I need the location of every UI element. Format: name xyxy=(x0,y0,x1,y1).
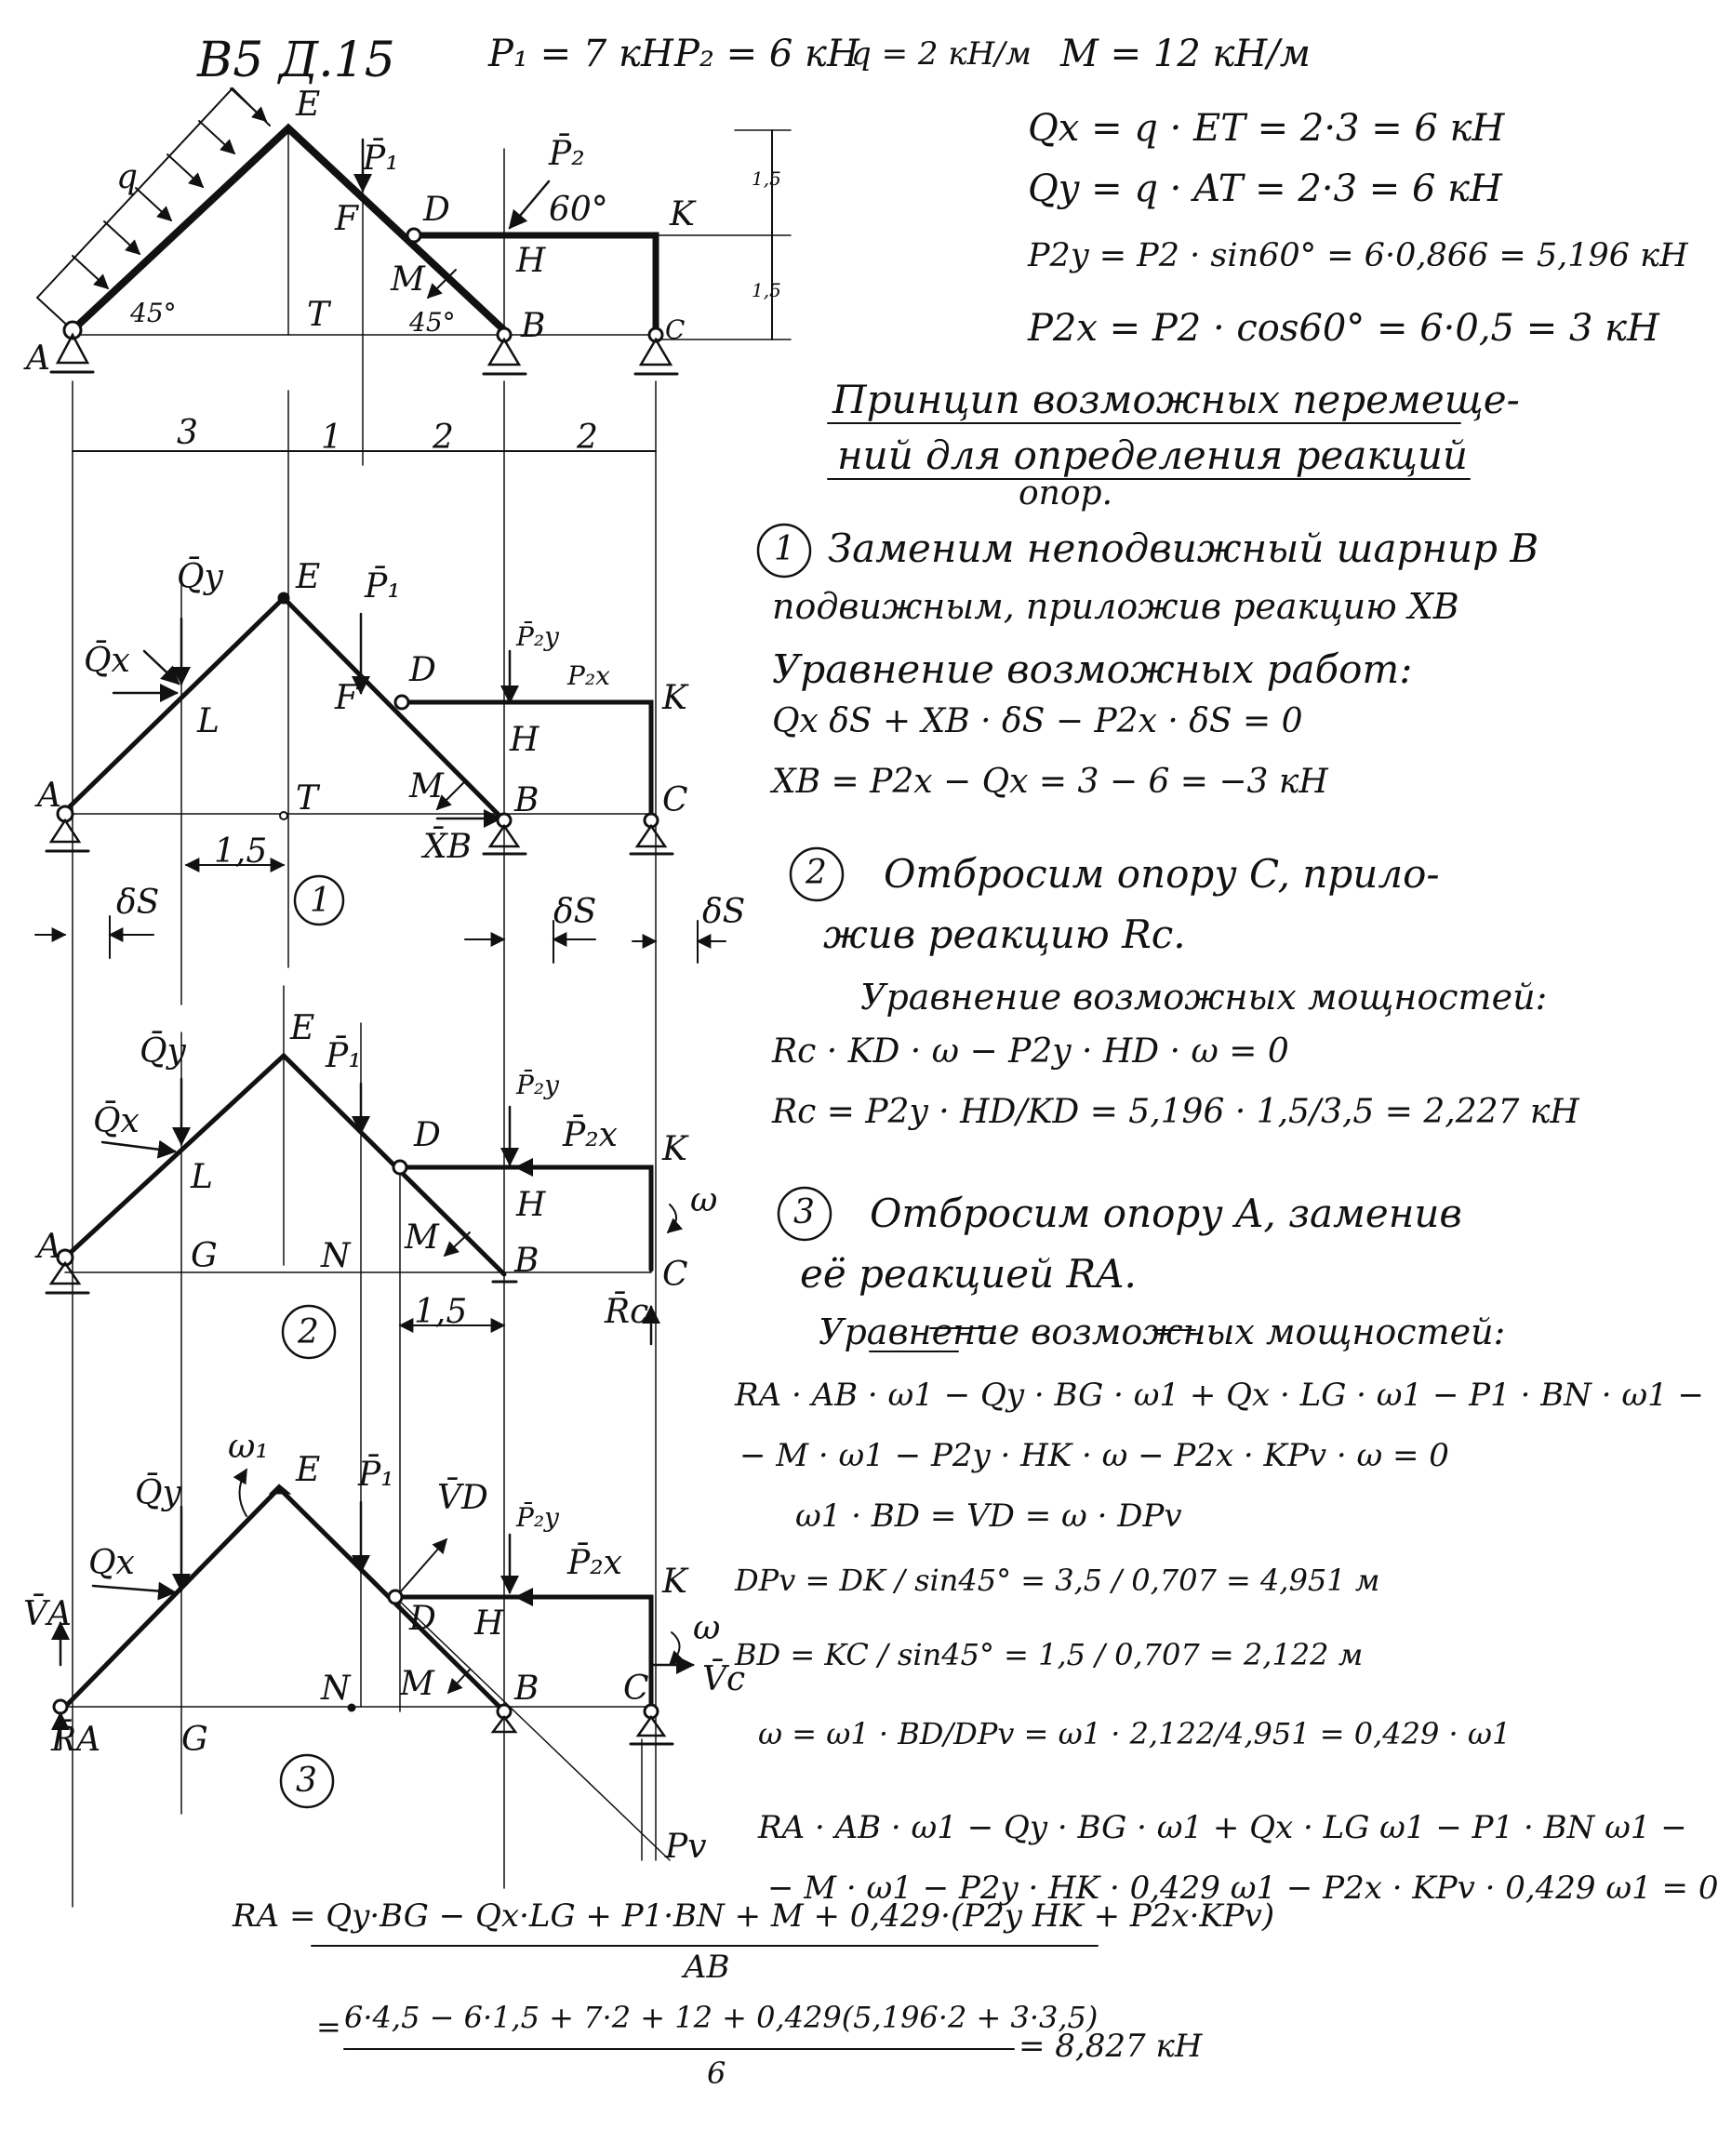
label-qx-f2: Q̄x xyxy=(93,1102,140,1140)
step3-eq-2: − M · ω1 − P2y · HK · ω − P2x · KPv · ω = 0 xyxy=(739,1437,1449,1474)
step3-eq-3: ω1 · BD = VD = ω · DPv xyxy=(795,1497,1182,1535)
step2-eq-1: Rc · KD · ω − P2y · HD · ω = 0 xyxy=(772,1032,1289,1071)
label-p1-f3: P̄₁ xyxy=(358,1456,394,1494)
label-ds-a: δS xyxy=(116,884,160,922)
label-m-f1: M xyxy=(409,767,444,805)
label-d-f1: D xyxy=(409,651,436,689)
label-fig1: 1 xyxy=(310,882,331,920)
label-45-b: 45° xyxy=(409,307,456,338)
label-m-f3: M xyxy=(400,1665,434,1703)
title-line-1: Принцип возможных перемеще- xyxy=(832,377,1520,422)
label-ds-b: δS xyxy=(553,893,597,931)
step2-line-1: Отбросим опору C, прило- xyxy=(884,851,1440,897)
label-e-top: E xyxy=(296,86,321,124)
dim-2a: 2 xyxy=(433,419,454,457)
label-d-f3: D xyxy=(409,1600,436,1638)
label-e-f1: E xyxy=(296,558,321,596)
label-b-f3: B xyxy=(514,1670,539,1708)
label-xb-f1: X̄B xyxy=(423,828,473,866)
figure-3 xyxy=(54,1470,693,1860)
final-equals: = xyxy=(316,2009,341,2044)
step3-eq-7: RA · AB · ω1 − Qy · BG · ω1 + Qx · LG ω1 − P1 · BN ω1 − xyxy=(758,1809,1687,1846)
label-k-f1: K xyxy=(662,679,687,717)
label-omega1-f3: ω₁ xyxy=(228,1428,269,1466)
variant-label: В5 Д.15 xyxy=(197,33,395,88)
eq-qy: Qy = q · AT = 2·3 = 6 кН xyxy=(1028,167,1502,210)
step1-eq-2: XB = P2x − Qx = 3 − 6 = −3 кН xyxy=(772,763,1328,801)
label-c-f2: C xyxy=(662,1256,688,1294)
step3-eq-8: − M · ω1 − P2y · HK · 0,429 ω1 − P2x · KPv · 0,429 ω1 = 0 xyxy=(767,1870,1718,1907)
step3-line-2: её реакцией RA. xyxy=(800,1251,1137,1297)
label-qx-f1: Q̄x xyxy=(84,642,130,680)
p2-value: P₂ = 6 кН xyxy=(674,33,859,75)
label-h2: 1,5 xyxy=(752,279,781,301)
label-a-f1: A xyxy=(37,777,61,815)
label-h-f2: H xyxy=(516,1186,546,1224)
step1-number: 1 xyxy=(774,530,795,568)
step2-number: 2 xyxy=(806,854,827,892)
label-45-a: 45° xyxy=(130,298,177,328)
label-15-f1: 1,5 xyxy=(214,832,268,871)
figure-2 xyxy=(47,986,676,1814)
label-e-f3: E xyxy=(296,1451,321,1489)
label-qx-f3: Qx xyxy=(88,1544,135,1582)
label-qy-f3: Q̄y xyxy=(135,1474,181,1512)
title-line-3: опор. xyxy=(1019,474,1113,512)
step3-line-3: Уравнение возможных мощностей: xyxy=(819,1311,1506,1352)
label-k-top: K xyxy=(670,195,695,233)
dim-3: 3 xyxy=(177,414,198,452)
label-g-f2: G xyxy=(191,1237,218,1275)
label-m-top: M xyxy=(391,260,425,299)
label-va-f3: V̄A xyxy=(23,1595,72,1633)
label-g-f3: G xyxy=(181,1721,208,1759)
title-line-2: ний для определения реакций xyxy=(837,433,1468,478)
label-vc-f3: V̄c xyxy=(702,1660,746,1698)
label-p1-top: P̄₁ xyxy=(363,140,399,178)
label-p2-top: P̄₂ xyxy=(549,135,585,173)
step3-eq-1: RA · AB · ω1 − Qy · BG · ω1 + Qx · LG · ω1 − P1 · BN · ω1 − xyxy=(735,1377,1704,1414)
label-omega-f3: ω xyxy=(693,1609,721,1647)
label-h1: 1,5 xyxy=(752,167,781,190)
label-b-top: B xyxy=(521,307,546,345)
label-rc-f2: R̄c xyxy=(605,1293,649,1331)
label-l-f1: L xyxy=(197,702,220,740)
eq-qx: Qx = q · ET = 2·3 = 6 кН xyxy=(1028,107,1505,150)
label-qy-f2: Q̄y xyxy=(140,1032,186,1071)
step2-line-2: жив реакцию Rc. xyxy=(823,912,1186,957)
label-m-f2: M xyxy=(405,1218,439,1257)
dim-1: 1 xyxy=(321,419,342,457)
p1-value: P₁ = 7 кН xyxy=(488,33,673,75)
label-a-top: A xyxy=(26,339,50,378)
label-c-top: C xyxy=(665,314,686,345)
label-p2x-f3: P̄₂x xyxy=(567,1544,622,1582)
label-a-f2: A xyxy=(37,1228,61,1266)
label-c-f3: C xyxy=(623,1670,649,1708)
label-n-f3: N xyxy=(321,1670,351,1708)
label-p2y-f2: P̄₂y xyxy=(516,1070,559,1100)
label-60: 60° xyxy=(549,191,608,229)
step3-eq-4: DPv = DK / sin45° = 3,5 / 0,707 = 4,951 м xyxy=(735,1563,1380,1598)
label-fig2: 2 xyxy=(298,1313,319,1351)
label-c-f1: C xyxy=(662,781,688,819)
label-f-f1: F xyxy=(335,679,358,717)
label-p2y-f3: P̄₂y xyxy=(516,1502,559,1533)
step2-line-3: Уравнение возможных мощностей: xyxy=(860,977,1548,1018)
step3-eq-5: BD = KC / sin45° = 1,5 / 0,707 = 2,122 м xyxy=(735,1637,1364,1672)
q-value: q = 2 кН/м xyxy=(851,35,1032,73)
step2-eq-2: Rc = P2y · HD/KD = 5,196 · 1,5/3,5 = 2,227 кН xyxy=(772,1093,1579,1131)
m-value: M = 12 кН/м xyxy=(1060,33,1311,75)
dim-2b: 2 xyxy=(577,419,598,457)
label-ds-c: δS xyxy=(702,893,746,931)
eq-p2x: P2x = P2 · cos60° = 6·0,5 = 3 кН xyxy=(1028,307,1659,350)
label-q-top: q xyxy=(116,158,139,196)
label-d-f2: D xyxy=(414,1116,441,1154)
label-p2x-f2: P̄₂x xyxy=(563,1116,618,1154)
label-k-f2: K xyxy=(662,1130,687,1168)
label-l-f2: L xyxy=(191,1158,213,1196)
final-numerator-values: 6·4,5 − 6·1,5 + 7·2 + 12 + 0,429(5,196·2 + 3·3,5) xyxy=(344,2000,1099,2035)
step1-line-3: Уравнение возможных работ: xyxy=(772,646,1413,692)
label-p2x-f1: P₂x xyxy=(567,660,610,691)
label-e-f2: E xyxy=(290,1009,315,1047)
figure-1 xyxy=(35,577,726,1005)
label-p1-f2: P̄₁ xyxy=(326,1037,362,1075)
label-15-f2: 1,5 xyxy=(414,1293,468,1331)
step3-line-1: Отбросим опору A, заменив xyxy=(870,1191,1462,1236)
label-d-top: D xyxy=(423,191,450,229)
step3-number: 3 xyxy=(793,1193,815,1231)
label-n-f2: N xyxy=(321,1237,351,1275)
final-result: = 8,827 кН xyxy=(1019,2028,1203,2065)
label-fig3: 3 xyxy=(296,1762,317,1800)
label-f-top: F xyxy=(335,200,358,238)
label-b-f1: B xyxy=(514,781,539,819)
label-vd-f3: V̄D xyxy=(437,1479,488,1517)
label-omega-f2: ω xyxy=(690,1181,718,1219)
label-p2y-f1: P̄₂y xyxy=(516,621,559,652)
eq-p2y: P2y = P2 · sin60° = 6·0,866 = 5,196 кН xyxy=(1028,237,1688,274)
label-k-f3: K xyxy=(662,1563,687,1601)
label-t-f1: T xyxy=(296,779,319,818)
label-p1-f1: P̄₁ xyxy=(365,567,401,606)
label-h-top: H xyxy=(516,242,546,280)
final-numerator: RA = Qy·BG − Qx·LG + P1·BN + M + 0,429·(P2y HK + P2x·KPv) xyxy=(233,1897,1275,1935)
final-denominator: AB xyxy=(684,1949,730,1986)
label-ra-f3: R̄A xyxy=(51,1721,101,1759)
label-pv-f3: Pv xyxy=(665,1828,707,1866)
label-h-f1: H xyxy=(510,721,539,759)
label-t-top: T xyxy=(307,296,330,334)
step1-line-1: Заменим неподвижный шарнир B xyxy=(828,526,1539,571)
step3-eq-6: ω = ω1 · BD/DPv = ω1 · 2,122/4,951 = 0,429 · ω1 xyxy=(758,1716,1512,1751)
label-h-f3: H xyxy=(474,1604,504,1643)
label-b-f2: B xyxy=(514,1242,539,1280)
step1-eq-1: Qx δS + XB · δS − P2x · δS = 0 xyxy=(772,702,1303,740)
final-denominator-value: 6 xyxy=(707,2056,726,2091)
step1-line-2: подвижным, приложив реакцию XB xyxy=(772,586,1459,627)
label-qy-f1: Q̄y xyxy=(177,558,223,596)
